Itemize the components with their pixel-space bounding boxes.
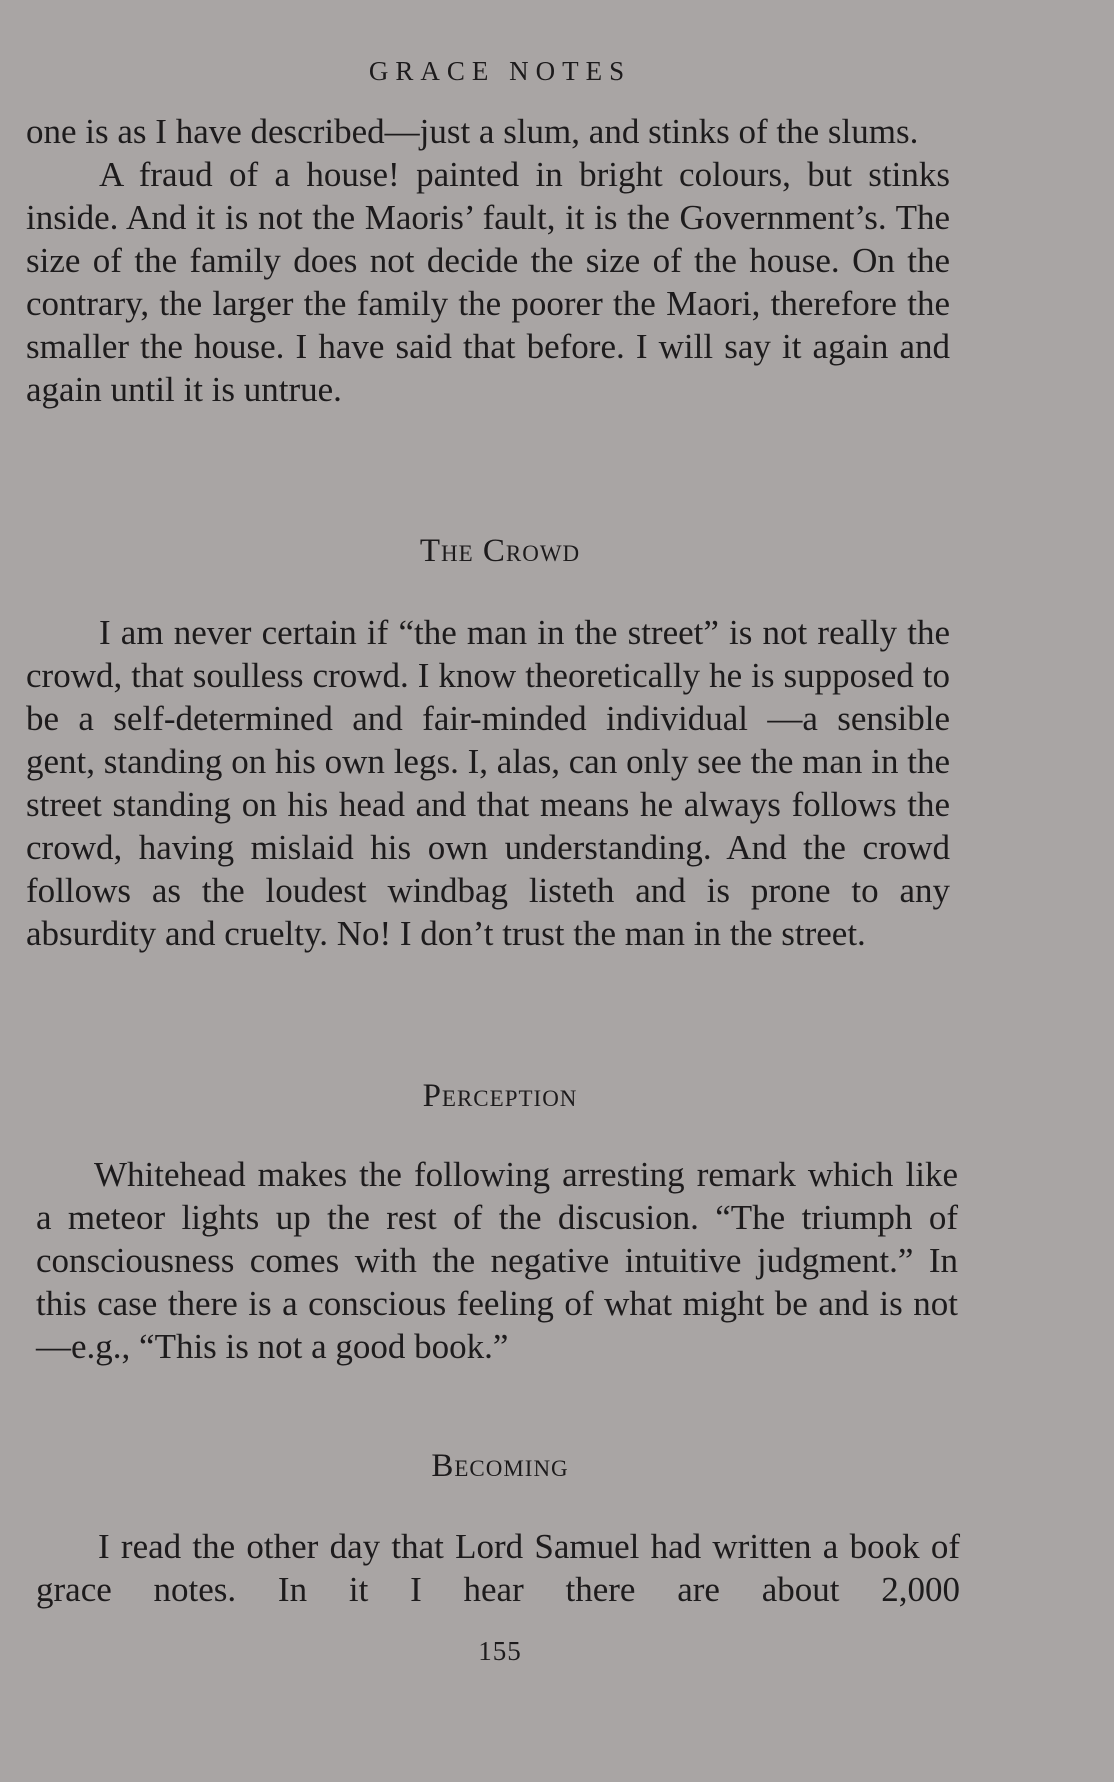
section-heading-perception: Perception [422,1078,578,1114]
paragraph: I am never certain if “the man in the street” is not really the crowd, that soulless crowd. I know theoretically he is supposed to be a self-determined and fair-minded individual —a sensible gent, standing on his own legs. I, alas, can only see the man in the street standing on his head and that means he always follows the crowd, having mislaid his own understanding. And the crowd follows as the loudest windbag listeth and is prone to any absurdity and cruelty. No! I don’t trust the man in the street. [26,613,950,953]
section-heading-becoming: Becoming [431,1448,569,1484]
paragraph: I read the other day that Lord Samuel had written a book of grace notes. In it I hear there are about 2,000 [36,1527,960,1609]
paragraph: Whitehead makes the following arresting remark which like a meteor lights up the rest of the discusion. “The triumph of consciousness comes with the negative intuitive judgment.” In this case there is a conscious feeling of what might be and is not—e.g., “This is not a good book.” [36,1155,958,1366]
paragraph: one is as I have described—just a slum, and stinks of the slums. [26,112,919,151]
intro-text [26,110,950,411]
section-body-perception [36,1153,958,1368]
section-body-becoming [36,1525,960,1611]
section-heading-the-crowd: The Crowd [419,533,581,569]
section-body-the-crowd [26,611,950,955]
paragraph: A fraud of a house! painted in bright colours, but stinks inside. And it is not the Maoris’ fault, it is the Government’s. The size of the family does not decide the size of the house. On the contrary, the larger the family the poorer the Maori, therefore the smaller the house. I have said that before. I will say it again and again until it is untrue. [26,155,950,409]
page-number: 155 [478,1636,522,1666]
running-head: GRACE NOTES [368,56,632,86]
